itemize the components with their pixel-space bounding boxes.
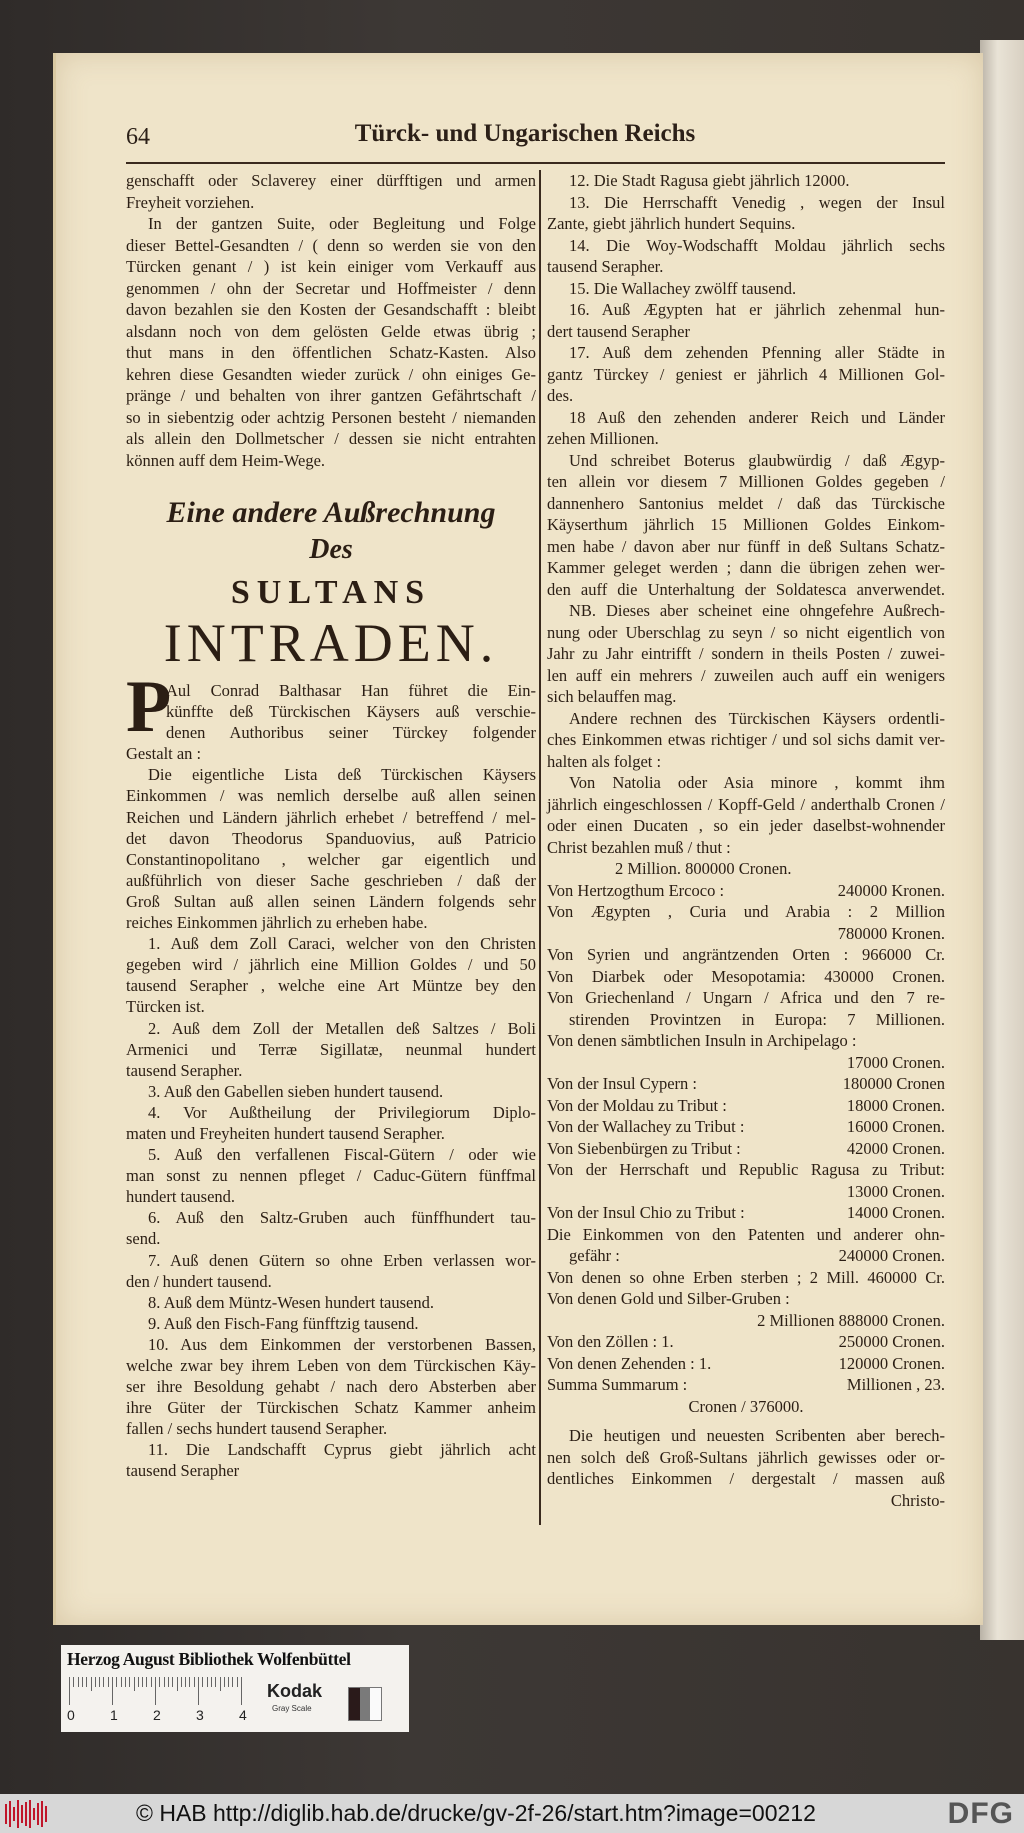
text-line: NB. Dieses aber scheinet eine ohngefehre Außrech- [569,601,945,620]
text-line: Von Syrien und angräntzenden Orten : 966000 Cr. [547,945,945,964]
text-line: ser ihre Besoldung gehabt / nach dero Absterben aber [126,1377,536,1397]
entry-amount: 120000 Cronen. [838,1353,945,1373]
entry-label: Von den Zöllen : 1. [547,1332,674,1351]
text-line: Und schreibet Boterus glaubwürdig / daß Ægyp- [569,450,945,470]
text-line: 15. Die Wallachey zwölff tausend. [569,278,797,298]
text-line: des. [547,386,574,405]
text-line: gantz Türckey / geniest er jährlich 4 Millionen Gol- [547,364,945,384]
text-line: 2 Million. 800000 Cronen. [615,859,792,878]
text-line: 10. Aus dem Einkommen der verstorbenen Bassen, [148,1334,536,1354]
text-line: 2 Millionen 888000 Cronen. [757,1310,945,1330]
section-heading-line-2: Des [309,534,353,565]
text-line: dert tausend Serapher [547,321,690,341]
text-line [547,880,945,902]
adjacent-page-edge [980,40,1024,1640]
text-line: außführlich von dieser Sache geschrieben / daß der [126,870,536,890]
text-line: dannenhero Santonius meldet / daß das Türckische [547,493,945,513]
entry-amount: 240000 Kronen. [837,880,945,900]
text-line: Die Einkommen von den Patenten und anderer ohn- [547,1224,945,1244]
entry-label: Von der Insul Cypern : [547,1074,698,1093]
text-line: tausend Serapher [126,1461,240,1481]
text-line: welche zwar bey ihrem Leben von dem Türckischen Käy- [126,1356,536,1375]
text-line [547,1331,945,1353]
entry-amount: 42000 Cronen. [846,1138,945,1158]
entry-label: Von denen Zehenden : 1. [547,1353,712,1373]
text-line: 5. Auß den verfallenen Fiscal-Gütern / oder wie [148,1145,536,1165]
text-line: 1. Auß dem Zoll Caraci, welcher von den Christen [148,934,536,954]
copyright-url[interactable]: © HAB http://diglib.hab.de/drucke/gv-2f-26/start.htm?image=00212 [136,1800,816,1826]
text-line: ches Einkommen etwas richtiger / und sol sichs damit ver- [547,730,945,749]
ruler-number: 4 [239,1707,247,1723]
text-line: tausend Serapher , welche eine Art Müntze bey den [126,976,536,996]
text-line: In der gantzen Suite, oder Begleitung und Folge [148,214,536,233]
ruler-number: 2 [153,1707,161,1723]
text-line: Von denen so ohne Erben sterben ; 2 Mill. 460000 Cr. [547,1267,945,1287]
text-line: Türcken genant / ) ist kein einiger vom Verkauff aus [126,257,536,276]
text-line: gegeben wird / jährlich eine Million Goldes / und 50 [126,955,536,975]
text-line: reiches Einkommen jährlich zu erheben habe. [126,913,428,933]
text-line: send. [126,1229,161,1249]
entry-amount: 18000 Cronen. [846,1095,945,1115]
entry-label: Summa Summarum : [547,1375,688,1394]
barcode-icon [5,1800,47,1828]
text-line [547,1202,945,1224]
entry-label: Von der Insul Chio zu Tribut : [547,1203,745,1222]
text-line: 14. Die Woy-Wodschafft Moldau jährlich sechs [569,235,945,255]
text-line: Von Ægypten , Curia und Arabia : 2 Million [547,902,945,921]
text-line: 17. Auß dem zehenden Pfenning aller Städte in [569,343,945,362]
text-line: stirenden Provintzen in Europa: 7 Millionen. [569,1009,945,1029]
text-line: Reichen und Ländern jährlich erhebet / betreffend / mel- [126,807,536,827]
text-line: ihre Güter der Türckischen Schatz Kammer anheim [126,1398,536,1418]
text-line: tausend Serapher. [126,1060,243,1080]
section-heading-intraden: INTRADEN. [163,613,499,673]
text-line: Einkommen / was nemlich derselbe auß allen seinen [126,786,536,806]
text-line: als allein den Dollmetscher / dessen sie nicht entrahten [126,429,536,448]
page-number: 64 [126,124,150,150]
text-line: det davon Theodorus Spanduovius, auß Patricio [126,828,536,848]
text-line: maten und Freyheiten hundert tausend Serapher. [126,1123,445,1143]
text-line [547,1245,945,1267]
text-line: Christ bezahlen muß / thut : [547,837,731,857]
text-line: Käyserthum jährlich 15 Millionen Goldes Einkom- [547,515,945,534]
text-line: genommen / ohn der Secretar und Hoffmeister / denn [126,278,536,298]
text-line: pränge / und behalten von ihrer gantzen Gefährtschaft / [126,386,536,405]
text-line: Freyheit vorziehen. [126,192,255,212]
text-line [547,1374,945,1396]
text-line: davon bezahlen sie den Kosten der Gesandschafft : bleibt [126,300,536,319]
text-line: nung oder Uberschlag zu seyn / so nicht eigentlich von [547,622,945,642]
entry-label: gefähr : [569,1246,620,1265]
text-line: oder einen Ducaten , so ein jeder daselbst-wohnender [547,816,945,835]
text-line: Von denen sämbtlichen Insuln in Archipelago : [547,1031,857,1050]
entry-label: Von der Moldau zu Tribut : [547,1095,727,1115]
ruler-scale [69,1677,249,1705]
text-line: Die heutigen und neuesten Scribenten aber berech- [569,1426,945,1445]
text-line: ten allein vor diesem 7 Millionen Goldes gegeben / [547,472,945,491]
header-rule [126,162,945,164]
text-line: Andere rechnen des Türckischen Käysers ordentli- [569,708,945,728]
ruler-number: 1 [110,1707,118,1723]
text-line: 2. Auß dem Zoll der Metallen deß Saltzes / Boli [148,1018,536,1038]
entry-amount: 16000 Cronen. [846,1117,945,1136]
text-line: kehren diese Gesandten wieder zurück / ohn einiges Ge- [126,364,536,384]
text-line: Armenici und Terræ Sigillatæ, neunmal hundert [126,1039,536,1059]
text-line: jährlich eingeschlossen / Kopff-Geld / anderthalb Cronen / [547,794,945,814]
text-line: können auff dem Heim-Wege. [126,450,326,470]
section-heading-line-1: Eine andere Außrechnung [166,496,496,529]
text-line: Von denen Gold und Silber-Gruben : [547,1289,790,1308]
text-line: Aul Conrad Balthasar Han führet die Ein- [166,681,536,700]
text-line [547,1095,945,1117]
text-line: Constantinopolitano , welcher gar eigentlich und [126,849,536,869]
text-line: halten als folget : [547,751,662,771]
entry-amount: 240000 Cronen. [838,1246,945,1265]
text-line: 16. Auß Ægypten hat er jährlich zehenmal hun- [569,300,945,319]
footer-bar [0,1794,1024,1833]
text-line: alsdann noch von dem gelösten Gelde etwas übrig ; [126,321,536,341]
entry-amount: Millionen , 23. [846,1375,945,1394]
entry-amount: 14000 Cronen. [846,1203,945,1222]
library-scale-label [61,1645,409,1732]
text-line: thut mans in den öffentlichen Schatz-Kasten. Also [126,343,536,362]
entry-label: Von Hertzogthum Ercoco : [547,880,725,900]
dfg-logo: DFG [947,1797,1014,1830]
text-line: 4. Vor Außtheilung der Privilegiorum Diplo- [148,1102,536,1122]
text-line: dentliches Einkommen / dergestalt / massen auß [547,1469,945,1488]
text-line: denen Authoribus seiner Türckey folgender [166,723,536,743]
left-column-main-text [126,680,536,1482]
text-line: hundert tausend. [126,1187,236,1207]
entry-label: Von Siebenbürgen zu Tribut : [547,1138,741,1158]
text-line: sich belauffen mag. [547,687,677,706]
text-line: 6. Auß den Saltz-Gruben auch fünffhundert tau- [148,1208,536,1228]
text-line: zehen Millionen. [547,429,659,448]
text-line: Von der Herrschaft und Republic Ragusa zu Tribut: [547,1160,945,1179]
text-line: genschafft oder Sclaverey einer dürfftigen und armen [126,171,536,190]
text-line: Jahr zu Jahr eintrifft / sondern in theils Posten / zuwei- [547,644,945,663]
library-name: Herzog August Bibliothek Wolfenbüttel [67,1649,351,1669]
entry-amount: 250000 Cronen. [838,1332,945,1351]
text-line: Cronen / 376000. [688,1396,804,1416]
text-line: Zante, giebt jährlich hundert Sequins. [547,214,796,233]
text-line: len auff ein mehrers / zuweilen auch auff ein wenigers [547,665,945,685]
ruler-number: 0 [67,1707,75,1723]
entry-amount: 180000 Cronen [842,1074,945,1093]
drop-cap: P [126,666,172,748]
text-line: Gestalt an : [126,744,202,764]
text-line: 8. Auß dem Müntz-Wesen hundert tausend. [148,1292,434,1312]
text-line: Die eigentliche Lista deß Türckischen Käysers [148,765,536,785]
text-line [547,1073,945,1095]
text-line: künffte deß Türckischen Käysers auß verschie- [166,702,536,722]
text-line: 18 Auß den zehenden anderer Reich und Länder [569,407,945,427]
section-heading-sultans: SULTANS [230,574,432,611]
text-line: Groß Sultan auß allen seinen Ländern folgends sehr [126,891,536,911]
text-line: Kammer geleget werden ; dann die übrigen zehen wer- [547,558,945,577]
text-line [547,1353,945,1375]
text-line: man sonst zu nennen pfleget / Caduc-Gütern fünffmal [126,1166,536,1186]
text-line: so in siebentzig oder achtzig Personen besteht / niemanden [126,407,536,427]
text-line [547,1116,945,1138]
text-line: den / hundert tausend. [126,1271,272,1291]
text-line: men habe / davon aber nur fünff in deß Sultans Schatz- [547,536,945,556]
gray-scale-swatch [348,1687,382,1721]
text-line [547,1138,945,1160]
text-line: Von Diarbek oder Mesopotamia: 430000 Cronen. [547,966,945,986]
gray-scale-caption: Gray Scale [272,1704,312,1713]
text-line: dieser Bettel-Gesandten / ( denn so werden sie von den [126,235,536,255]
text-line: 9. Auß den Fisch-Fang fünfftzig tausend. [148,1313,419,1333]
kodak-brand: Kodak [267,1681,323,1701]
text-line: Christo- [890,1490,945,1510]
column-divider [539,170,541,1525]
text-line: 780000 Kronen. [837,923,945,943]
text-line: Von Griechenland / Ungarn / Africa und den 7 re- [547,988,945,1007]
text-line: den auff die Unterhaltung der Soldatesca anverwendet. [547,579,945,599]
running-title: Türck- und Ungarischen Reichs [354,120,696,147]
text-line: nen solch deß Groß-Sultans jährlich gewisses oder or- [547,1447,945,1467]
text-line: Türcken ist. [126,997,205,1017]
text-line: 17000 Cronen. [846,1052,945,1072]
text-line: 11. Die Landschafft Cyprus giebt jährlich acht [148,1440,536,1460]
ruler-number: 3 [196,1707,204,1723]
left-column-top-text [126,170,536,471]
text-line: fallen / sechs hundert tausend Serapher. [126,1419,388,1439]
text-line: 13. Die Herrschafft Venedig , wegen der Insul [569,192,945,212]
text-line: tausend Serapher. [547,257,664,276]
text-line: 3. Auß den Gabellen sieben hundert tausend. [148,1081,444,1101]
text-line: 7. Auß denen Gütern so ohne Erben verlassen wor- [148,1250,536,1270]
text-line: 12. Die Stadt Ragusa giebt jährlich 12000. [569,171,850,190]
entry-label: Von der Wallachey zu Tribut : [547,1117,745,1136]
text-line: 13000 Cronen. [846,1181,945,1201]
right-column-text [547,170,945,1511]
text-line: Von Natolia oder Asia minore , kommt ihm [569,773,945,792]
